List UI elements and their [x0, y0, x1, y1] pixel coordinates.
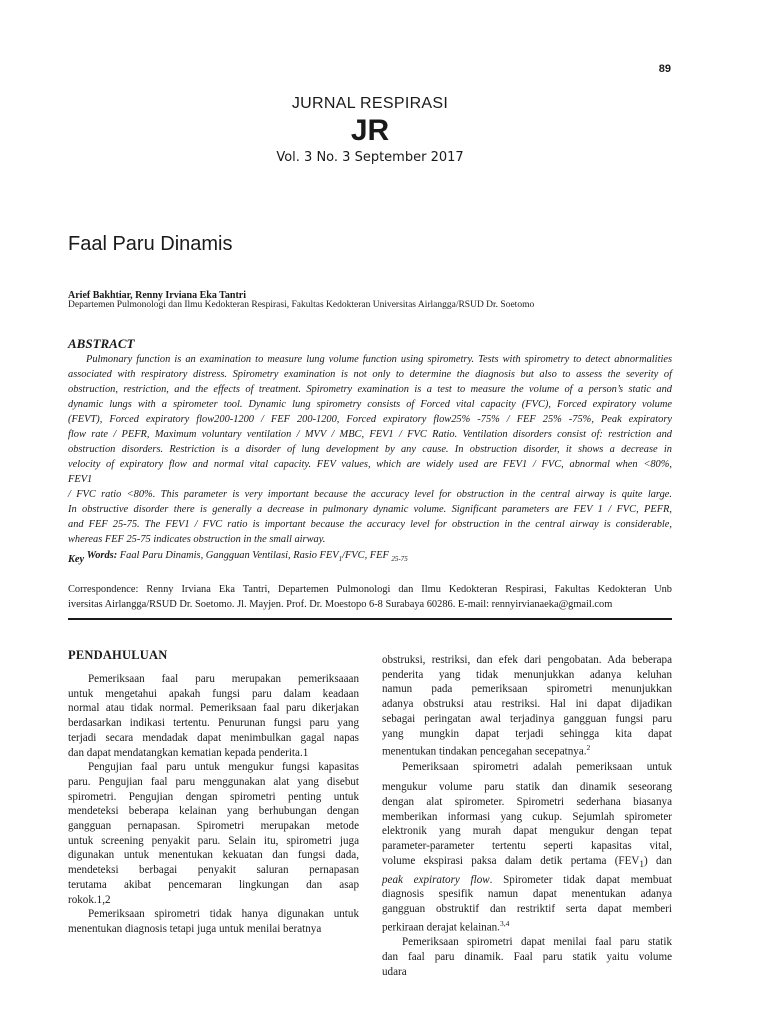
body-line [382, 854, 672, 873]
body-line: menentukan diagnosis tetapi juga untuk menilai beratnya [68, 922, 322, 935]
body-line: mengukur volume paru statik dan dinamik seseorang [382, 781, 672, 794]
journal-abbreviation: JR [350, 114, 390, 147]
body-subscript: 1 [639, 860, 644, 871]
keywords [68, 550, 408, 563]
body-line: terutama akibat pencemaran lingkungan dan asap [68, 878, 359, 891]
citation-superscript: 3,4 [499, 918, 510, 928]
abstract-line: obstruction, restriction, and the effects of treatment. Spirometry examination is a test to measure the volume of a person’s static and [68, 384, 672, 395]
body-text: . Spirometer tidak dapat membuat [489, 873, 672, 886]
body-line: udara [382, 965, 407, 978]
body-line: Pemeriksaan faal paru merupakan pemeriksaaan [88, 673, 359, 685]
abstract-line: FEV1 [68, 474, 93, 485]
keywords-text: /FVC, FEF [342, 550, 389, 561]
correspondence-line: iversitas Airlangga/RSUD Dr. Soetomo. Jl. Mayjen. Prof. Dr. Moestopo 6-8 Surabaya 60286. E-mail: rennyirvianaeka@gmail.com [68, 599, 613, 610]
abstract-line: whereas FEF 25-75 indicates obstruction in the small airway. [68, 534, 326, 545]
body-line: paru. Pengujian faal paru menggunakan alat yang disebut [68, 775, 359, 788]
body-line: Pemeriksaan spirometri adalah pemeriksaan untuk [402, 760, 672, 773]
section-heading: PENDAHULUAN [68, 648, 168, 662]
body-line: digunakan untuk menentukan kekuatan dan fungsi dada, [68, 849, 359, 862]
body-text: menentukan tindakan pencegahan secepatnya. [382, 745, 587, 758]
body-line: spirometri. Pengujian dengan spirometri penting untuk [68, 790, 359, 803]
body-line: elektronik yang murah dapat mengukur dengan tepat [382, 825, 672, 838]
body-text: perkiraan derajat kelainan. [382, 921, 500, 934]
abstract-line: Pulmonary function is an examination to measure lung volume function using spirometry. Tests with spirometry to detect abnormalities [86, 354, 672, 365]
abstract-line: dynamic lungs with a spirometer tool. Dynamic lung spirometry consists of Forced vital capacity (FVC), Forced expiratory volume [68, 399, 672, 410]
right-column [382, 653, 672, 979]
body-line: penderita yang tidak menunjukkan adanya keluhan [382, 668, 672, 681]
abstract-heading: ABSTRACT [68, 336, 135, 351]
authors: Arief Bakhtiar, Renny Irviana Eka Tantri [68, 290, 246, 301]
body-text: ) dan [643, 854, 672, 867]
abstract-body [68, 352, 672, 547]
body-line [382, 917, 672, 935]
correspondence [68, 582, 672, 612]
body-line: normal atau tidak normal. Pemeriksaan faal paru dikerjakan [68, 702, 359, 715]
keywords-words-label: Words: [86, 550, 118, 561]
abstract-line: (FEVT), Forced expiratory flow200-1200 / FEF 200-1200, Forced expiratory flow25% -75% / FEF 25% -75%, Peak expiratory [68, 414, 672, 425]
abstract-line: In obstructive disorder there is generally a decrease in pulmonary dynamic volume. Significant parameters are FEV 1 / FVC, PEFR, [68, 504, 672, 515]
abstract-line: flow rate / PEFR, Maximum voluntary ventilation / MVV / MBC, FEV1 / FVC Ratio. Ventilation disorders consist of: restriction and [68, 429, 672, 440]
body-line: Pemeriksaan spirometri tidak hanya digunakan untuk [88, 908, 359, 921]
keywords-text: Faal Paru Dinamis, Gangguan Ventilasi, Rasio FEV [119, 550, 339, 561]
body-line: mendeteksi berbagai penyakit saluran pernapasan [68, 864, 359, 877]
body-line: Pemeriksaan spirometri dapat menilai faal paru statik [402, 936, 672, 949]
body-line: berdasarkan indikasi tertentu. Penurunan fungsi paru yang [68, 717, 359, 730]
abstract-line: obstruction disorders. Restriction is a disorder of lung development by any cause. In obstruction disorder, it shows a decrease in [68, 444, 672, 455]
body-line: sebagai peringatan awal terjadinya gangguan fungsi paru [382, 712, 672, 725]
abstract-line: associated with respiratory distress. Spirometry examination is not only to determine the diagnosis but also to assess the severity of [68, 369, 672, 380]
affiliation: Departemen Pulmonologi dan Ilmu Kedokteran Respirasi, Fakultas Kedokteran Universitas Airlangga/RSUD Dr. Soetomo [68, 300, 535, 310]
article-title: Faal Paru Dinamis [68, 233, 233, 255]
body-line: diagnosis spesifik namun dapat menentukan adanya [382, 888, 672, 901]
body-line: terjadi secara mendadak dapat menimbulkan gagal napas [68, 731, 359, 744]
citation-superscript: 2 [586, 743, 591, 753]
body-line: memberikan informasi yang cukup. Sejumlah spirometer [382, 810, 672, 823]
body-line [382, 741, 672, 759]
body-line: mendeteksi beberapa kelainan yang berhubungan dengan [68, 805, 359, 818]
body-line: yang mungkin dapat terjadi sehingga kita dapat [382, 727, 672, 740]
keywords-key-label: Key [68, 554, 85, 565]
body-line [382, 873, 672, 888]
body-line: rokok.1,2 [68, 893, 111, 906]
body-line: gangguan pernapasan. Spirometri merupakan metode [68, 820, 359, 833]
body-line: dengan alat spirometer. Spirometri sederhana biasanya [382, 796, 672, 809]
body-line: untuk mengetahui apakah fungsi paru dalam keadaan [68, 687, 359, 700]
correspondence-line: Correspondence: Renny Irviana Eka Tantri, Departemen Pulmonologi dan Ilmu Kedokteran Respirasi, Fakultas Kedokteran Unb [68, 584, 672, 595]
body-line: parameter-parameter tertentu seperti kapasitas vital, [382, 840, 672, 853]
body-line: gangguan obstruktif dan restriktif serta dapat memberi [382, 903, 672, 916]
journal-volume: Vol. 3 No. 3 September 2017 [276, 150, 464, 165]
left-column [68, 672, 359, 937]
body-line: Pengujian faal paru untuk mengukur fungsi kapasitas [88, 761, 359, 774]
body-line: dan faal paru dinamik. Faal paru statik yaitu volume [382, 950, 672, 963]
body-line: dan dapat mendatangkan kematian kepada penderita.1 [68, 746, 309, 759]
body-line: namun pada pemeriksaan spirometri menunjukkan [382, 683, 672, 696]
journal-name: JURNAL RESPIRASI [291, 95, 449, 112]
section-divider [68, 618, 672, 620]
keywords-subscript: 1 [338, 555, 343, 564]
abstract-line: velocity of expiratory flow and normal vital capacity. FEV values, which are widely used are FEV1 / FVC, abnormal when <80%, [68, 459, 672, 470]
body-text: volume ekspirasi paksa dalam detik pertama (FEV [382, 854, 640, 867]
body-italic-text: peak expiratory flow [382, 873, 490, 886]
abstract-line: and FEF 25-75. The FEV1 / FVC ratio is important because the accuracy level for obstruction in the central airway is considerable, [68, 519, 672, 530]
body-line: obstruksi, restriksi, dan efek dari pengobatan. Ada beberapa [382, 654, 672, 666]
page-number: 89 [658, 63, 671, 75]
body-line: adanya obstruksi atau restriksi. Hal ini dapat dijadikan [382, 698, 672, 711]
body-line: untuk screening penyakit paru. Selain itu, spirometri juga [68, 834, 359, 847]
abstract-line: / FVC ratio <80%. This parameter is very important because the accuracy level for obstruction in the central airway is quite large. [68, 489, 672, 500]
keywords-subscript: 25-75 [391, 555, 408, 564]
